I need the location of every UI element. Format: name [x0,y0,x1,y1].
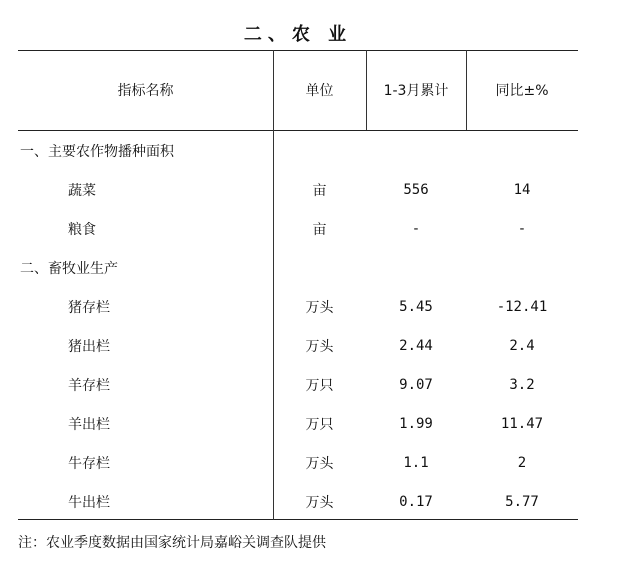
row-yoy: 5.77 [505,493,539,510]
page-title: 二、农 业 [243,24,353,45]
row-unit: 万头 [305,494,334,511]
row-unit: 万只 [305,416,334,433]
row-name: 牛出栏 [68,494,110,511]
row-name: 二、畜牧业生产 [20,260,118,277]
row-value: 0.17 [399,493,433,510]
row-yoy: 11.47 [500,415,544,432]
row-yoy: 2.4 [509,337,535,354]
row-value: 5.45 [399,298,433,315]
row-name: 猪存栏 [68,299,110,316]
row-unit: 亩 [312,182,327,199]
table-row [18,482,578,521]
row-value: 1.1 [403,454,429,471]
row-value: - [411,220,421,237]
row-value: 2.44 [399,337,433,354]
header-indicator-name: 指标名称 [117,83,174,99]
table-row [18,404,578,443]
row-name: 牛存栏 [68,455,110,472]
row-name: 一、主要农作物播种面积 [20,143,174,160]
row-unit: 万头 [305,455,334,472]
row-yoy: -12.41 [496,298,548,315]
row-value: 1.99 [399,415,433,432]
row-name: 猪出栏 [68,338,110,355]
table-row [18,170,578,209]
header-cumulative: 1-3月累计 [383,83,449,99]
agriculture-table [18,50,578,520]
row-name: 羊出栏 [68,416,110,433]
footnote: 注：农业季度数据由国家统计局嘉峪关调查队提供 [18,535,326,551]
row-yoy: 2 [517,454,527,471]
section-row [18,131,578,170]
row-unit: 万只 [305,377,334,394]
table-row [18,287,578,326]
row-value: 556 [403,181,429,198]
row-name: 羊存栏 [68,377,110,394]
row-name: 蔬菜 [68,182,96,199]
header-yoy: 同比±% [495,83,549,99]
table-row [18,365,578,404]
row-unit: 万头 [305,338,334,355]
row-yoy: 3.2 [509,376,535,393]
table-row [18,326,578,365]
section-row [18,248,578,287]
row-value: 9.07 [399,376,433,393]
table-row [18,443,578,482]
row-unit: 亩 [312,221,327,238]
row-yoy: - [517,220,527,237]
table-row [18,209,578,248]
row-name: 粮食 [68,221,96,238]
row-unit: 万头 [305,299,334,316]
header-unit: 单位 [305,83,334,99]
row-yoy: 14 [513,181,531,198]
